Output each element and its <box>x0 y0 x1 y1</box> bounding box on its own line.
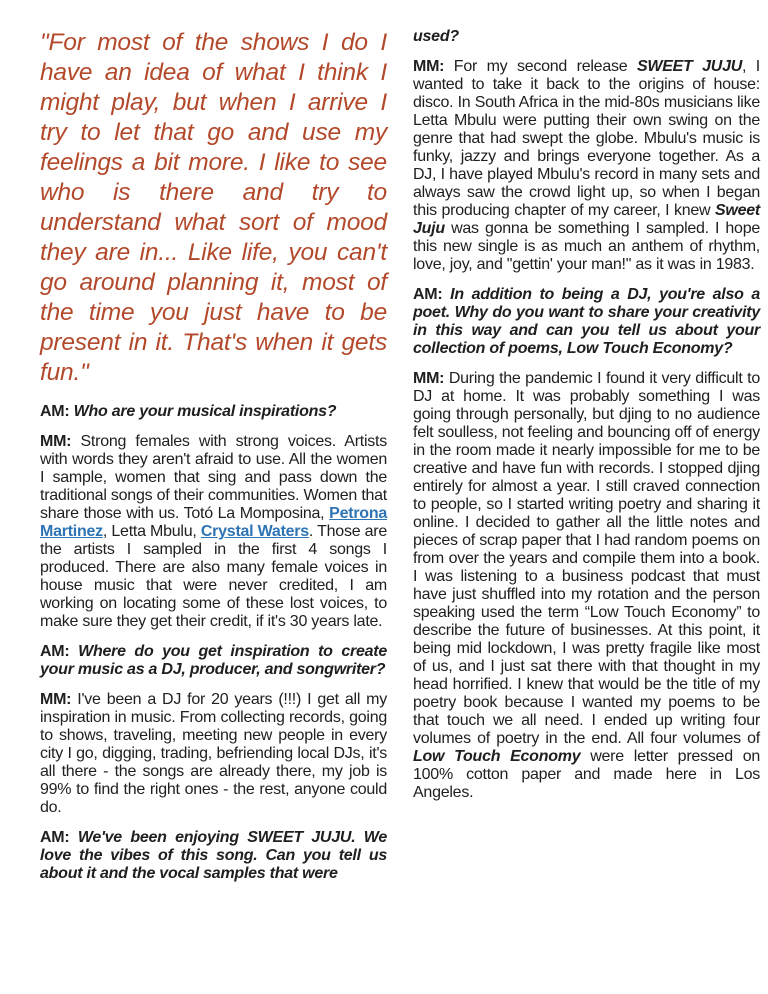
text-segment: MM: <box>413 58 454 75</box>
text-segment: MM: <box>413 370 449 387</box>
text-segment: MM: <box>40 433 81 450</box>
text-segment: AM: <box>40 829 78 846</box>
text-segment: Where do you get inspiration to create your music as a DJ, producer, and songwriter? <box>40 643 388 678</box>
answer-paragraph <box>40 433 387 631</box>
text-segment: I've been a DJ for 20 years (!!!) I get all my inspiration in music. From collecting records, going to shows, traveling, meeting new people in every city I go, digging, trading, befriending local DJs, it's all there - the songs are already there, my job is 99% to find the right ones - the rest, anyone could do. <box>40 691 388 816</box>
text-segment: During the pandemic I found it very difficult to DJ at home. It was probably something I was going through personally, but djing to no audience felt soulless, not feeling and bouncing off of energy in the room made it nearly impossible for me to be creative and have fun with records. I stopped djing entirely for almost a year. I still craved connection to people, so I started writing poetry and sharing it online. I decided to gather all the little notes and pieces of scrap paper that I had random poems on from over the years and compile them into a book. I was listening to a business podcast that must have just shuffled into my rotation and the person speaking used the term “Low Touch Economy” to describe the future of businesses. At this point, it being mid lockdown, I was pretty fragile like most of us, and I just sat there with that thought in my head horrified. I knew that would be the title of my poetry book because I wanted my poems to be that touch we all need. I ended up writing four volumes of poetry in the end. All four volumes of <box>413 370 760 747</box>
link-crystal-waters[interactable]: Crystal Waters <box>200 523 309 540</box>
text-segment: Sweet Juju <box>413 202 760 237</box>
question-continuation-paragraph <box>413 28 760 46</box>
pull-quote: "For most of the shows I do I have an idea of what I think I might play, but when I arrive I try to let that go and use my feelings a bit more. I like to see who is there and try to understand what sort of mood they are in... Like life, you can't go around planning it, most of the time you just have to be present in it. That's when it gets fun." <box>40 29 387 386</box>
answer-paragraph <box>413 58 760 274</box>
question-paragraph <box>413 286 760 358</box>
text-segment: MM: <box>40 691 78 708</box>
text-segment: Who are your musical inspirations? <box>73 403 337 420</box>
text-segment: In addition to being a DJ, you're also a poet. Why do you want to share your creativity in this way and can you tell us about your collection of poems, Low Touch Economy? <box>413 286 760 357</box>
answer-paragraph <box>40 691 387 817</box>
text-segment: , I wanted to take it back to the origins of house: disco. In South Africa in the mid-80s musicians like Letta Mbulu were putting their own swing on the genre that had swept the globe. Mbulu's music is funky, jazzy and brings everyone together. As a DJ, I have played Mbulu's record in many sets and always saw the crowd light up, so when I began this producing chapter of my career, I knew <box>413 58 760 219</box>
column-right <box>413 28 760 978</box>
text-segment: was gonna be something I sampled. I hope this new single is as much an anthem of rhythm, love, joy, and "gettin' your man!" as it was in 1983. <box>413 220 760 273</box>
question-paragraph <box>40 829 387 883</box>
text-segment: We've been enjoying SWEET JUJU. We love the vibes of this song. Can you tell us about it and the vocal samples that were <box>40 829 387 882</box>
text-segment: AM: <box>413 286 451 303</box>
text-segment: , Letta Mbulu, <box>102 523 201 540</box>
column-left <box>40 28 387 978</box>
text-segment: used? <box>413 28 459 45</box>
text-segment: Low Touch Economy <box>413 748 581 765</box>
text-segment: Strong females with strong voices. Artists with words they aren't afraid to use. All the women I sample, women that sing and pass down the traditional songs of their communities. Women that share those with us. Totó La Momposina, <box>40 433 387 522</box>
text-segment: SWEET JUJU <box>636 58 743 75</box>
text-segment: AM: <box>40 403 74 420</box>
answer-paragraph <box>413 370 760 802</box>
text-segment: were letter pressed on 100% cotton paper and made here in Los Angeles. <box>413 748 761 801</box>
question-paragraph <box>40 403 387 421</box>
text-segment: For my second release <box>453 58 637 75</box>
text-segment: . Those are the artists I sampled in the first 4 songs I produced. There are also many female voices in house music that were never credited, I am working on locating some of these lost voices, to make sure they get their credit, if it's 30 years late. <box>40 523 388 630</box>
link-petrona-martinez[interactable]: Petrona Martinez <box>40 505 387 540</box>
question-paragraph <box>40 643 387 679</box>
text-segment: AM: <box>40 643 79 660</box>
